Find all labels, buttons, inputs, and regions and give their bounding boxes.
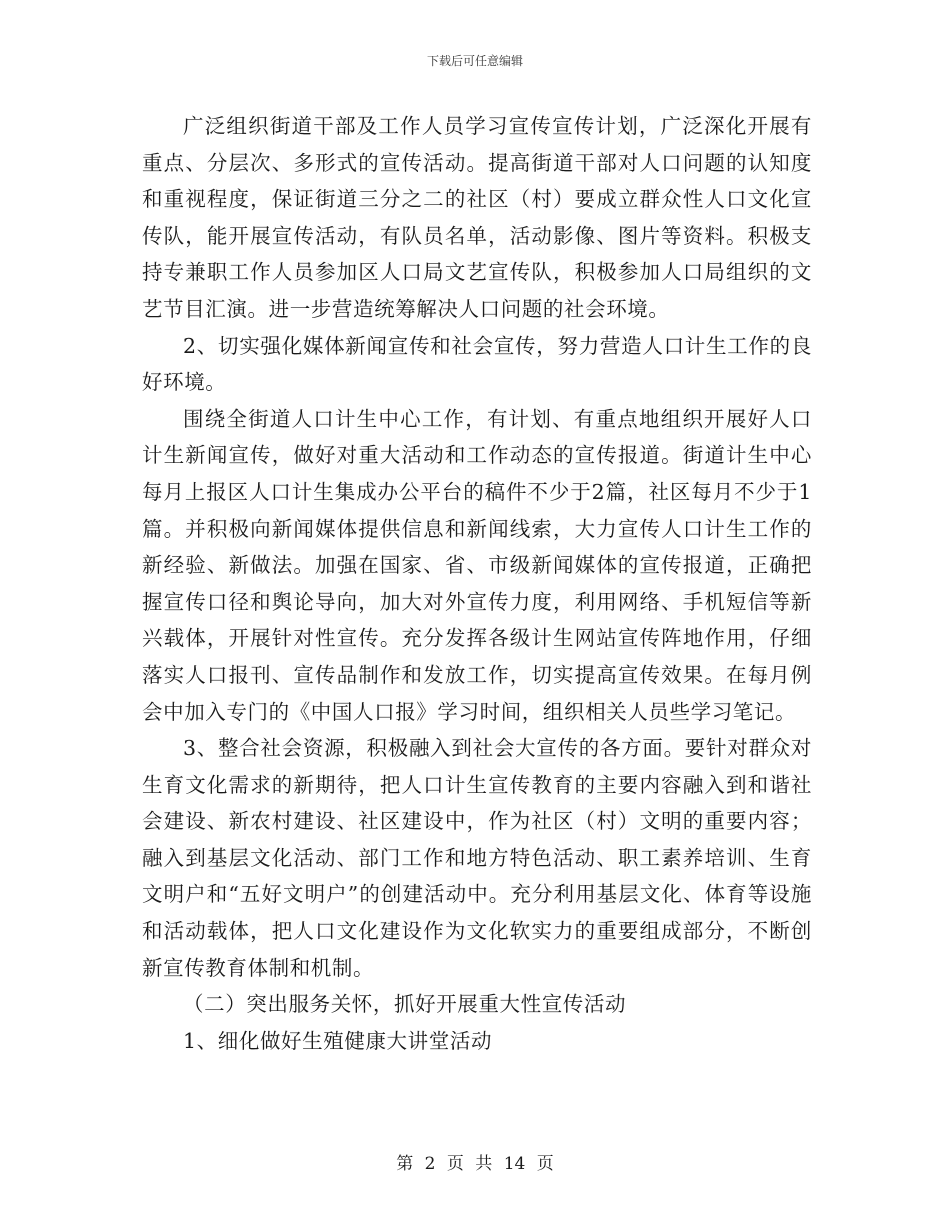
page-footer: 第 2 页 共 14 页 bbox=[396, 1154, 554, 1174]
paragraph-item-3: 3、整合社会资源，积极融入到社会大宣传的各方面。要针对群众对生育文化需求的新期待，把人口计生宣传教育的主要内容融入到和谐社会建设、新农村建设、社区建设中，作为社区（村）文明的重要内容；融入到基层文化活动、部门工作和地方特色活动、职工素养培训、生育文明户和“五好文明户”的创建活动中。充分利用基层文化、体育等设施和活动载体，把人口文化建设作为文化软实力的重要组成部分，不断创新宣传教育体制和机制。 bbox=[142, 736, 812, 980]
paragraph-intro: 广泛组织街道干部及工作人员学习宣传宣传计划，广泛深化开展有重点、分层次、多形式的宣传活动。提高街道干部对人口问题的认知度和重视程度，保证街道三分之二的社区（村）要成立群众性人口文化宣传队，能开展宣传活动，有队员名单，活动影像、图片等资料。积极支持专兼职工作人员参加区人口局文艺宣传队，积极参加人口局组织的文艺节目汇演。进一步营造统筹解决人口问题的社会环境。 bbox=[142, 114, 812, 321]
paragraph-item-2-heading: 2、切实强化媒体新闻宣传和社会宣传，努力营造人口计生工作的良好环境。 bbox=[142, 333, 812, 395]
page-header: 下载后可任意编辑 bbox=[426, 54, 523, 68]
paragraph-news-publicity: 围绕全街道人口计生中心工作，有计划、有重点地组织开展好人口计生新闻宣传，做好对重大活动和工作动态的宣传报道。街道计生中心每月上报区人口计生集成办公平台的稿件不少于2篇，社区每月不少于1篇。并积极向新闻媒体提供信息和新闻线索，大力宣传人口计生工作的新经验、新做法。加强在国家、省、市级新闻媒体的宣传报道，正确把握宣传口径和舆论导向，加大对外宣传力度，利用网络、手机短信等新兴载体，开展针对性宣传。充分发挥各级计生网站宣传阵地作用，仔细落实人口报刊、宣传品制作和发放工作，切实提高宣传效果。在每月例会中加入专门的《中国人口报》学习时间，组织相关人员些学习笔记。 bbox=[142, 406, 812, 724]
document-body bbox=[142, 108, 812, 1059]
paragraph-item-1-heading: 1、细化做好生殖健康大讲堂活动 bbox=[183, 1028, 493, 1053]
section-heading-2: （二）突出服务关怀，抓好开展重大性宣传活动 bbox=[183, 992, 627, 1017]
